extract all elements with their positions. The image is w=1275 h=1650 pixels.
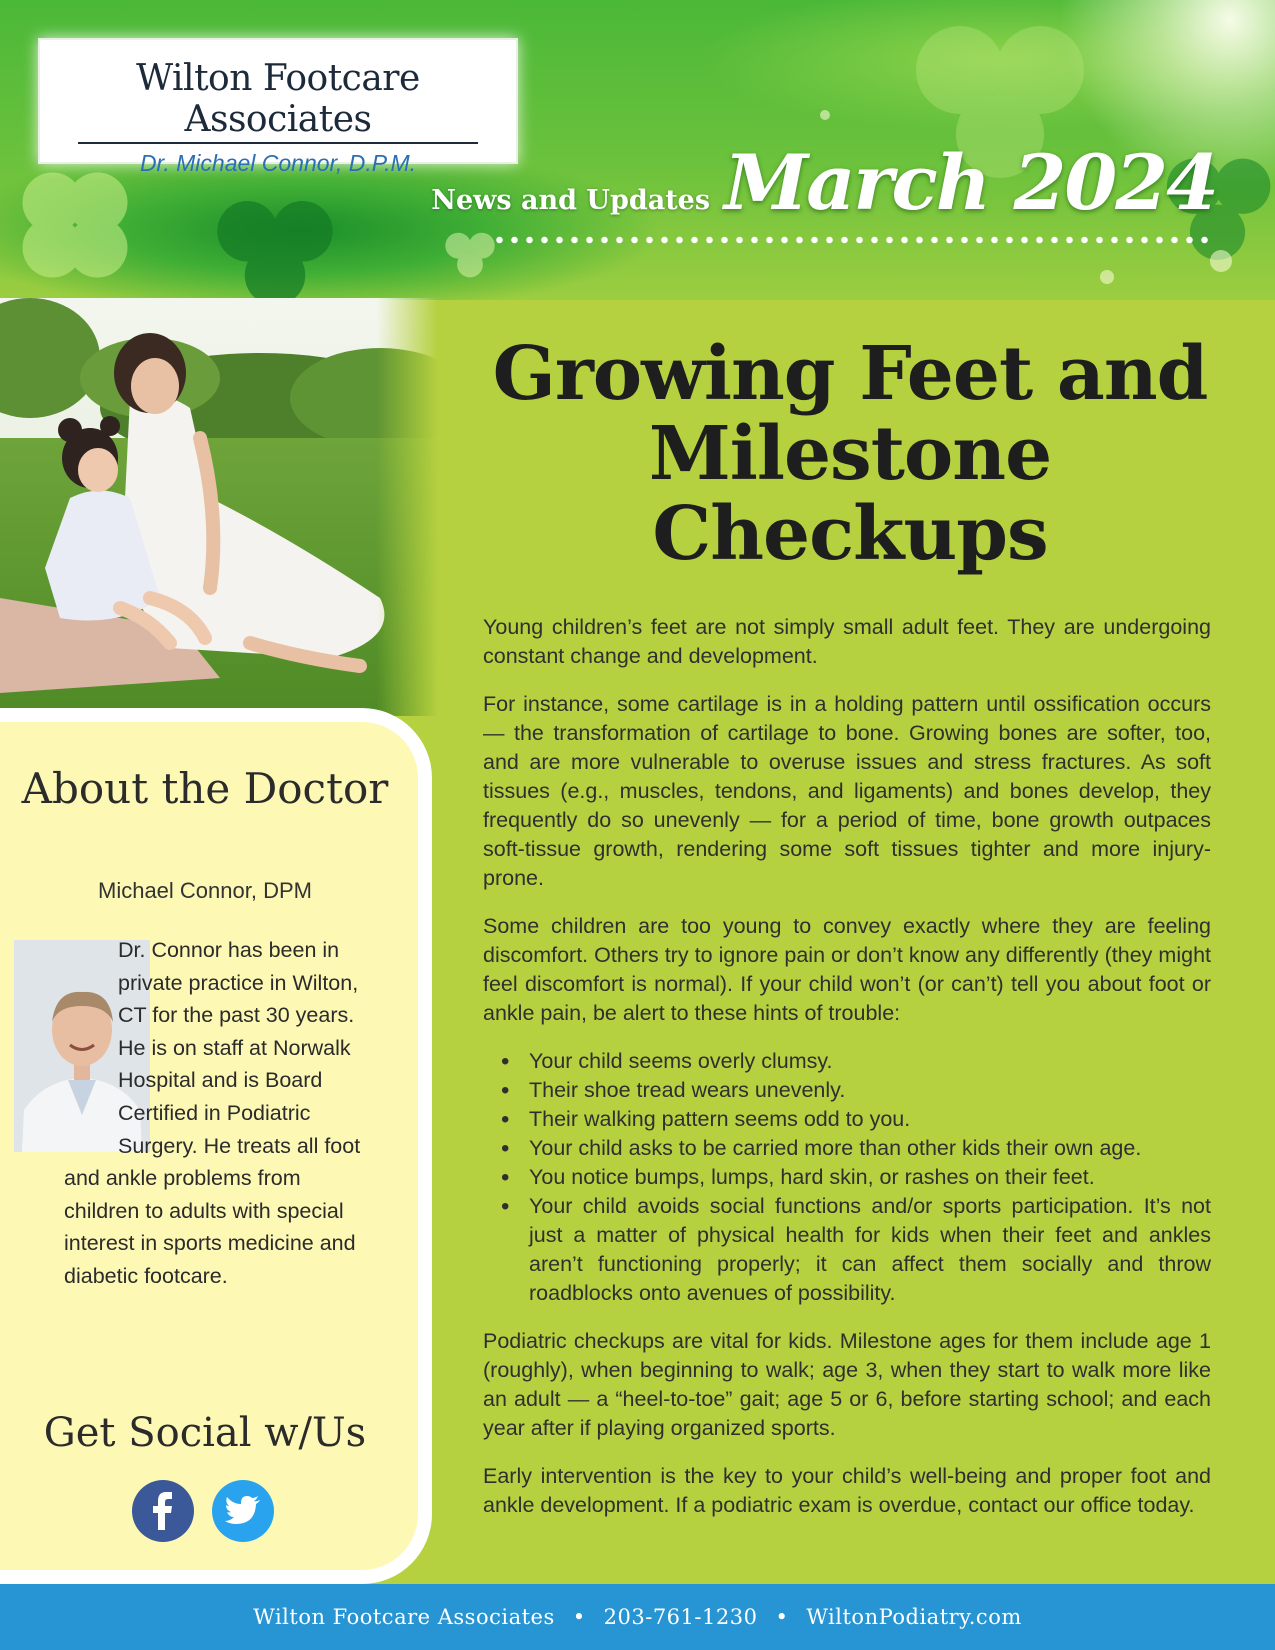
- article-headline: Growing Feet and Milestone Checkups: [492, 331, 1208, 577]
- paragraph: Young children’s feet are not simply small adult feet. They are undergoing constant change and development.: [483, 615, 1211, 668]
- issue-date: March 2024: [724, 138, 1217, 227]
- list-item: • Their walking pattern seems odd to you.: [483, 1105, 1211, 1134]
- list-item: • Their shoe tread wears unevenly.: [483, 1076, 1211, 1105]
- mother-child-photo: [0, 298, 438, 716]
- footer-separator: •: [572, 1605, 586, 1629]
- article-body: [483, 613, 1211, 1539]
- paragraph: For instance, some cartilage is in a holding pattern until ossification occurs — the transformation of cartilage to bone. Growing bones are softer, too, and are more vulnerable to overuse issues and stress fractures. As soft tissues (e.g., muscles, tendons, and ligaments) and bones develop, they frequently do so unevenly — for a period of time, bone growth outpaces soft-tissue growth, rendering some soft tissues tighter and more injury-prone.: [483, 692, 1211, 890]
- logo-subtitle: Dr. Michael Connor, D.P.M.: [139, 150, 417, 176]
- logo-rule: [78, 142, 478, 144]
- footer-separator: •: [775, 1605, 789, 1629]
- paragraph: Some children are too young to convey exactly where they are feeling discomfort. Others try to ignore pain or don’t know any differently (they might feel discomfort is normal). If your child won’t (or can’t) tell you about foot or ankle pain, be alert to these hints of trouble:: [483, 914, 1211, 1025]
- bokeh-light: [820, 110, 830, 120]
- warning-signs-list: [483, 1047, 1211, 1308]
- issue-heading: [431, 138, 1217, 227]
- footer-website-link[interactable]: WiltonPodiatry.com: [806, 1605, 1022, 1629]
- list-item: • You notice bumps, lumps, hard skin, or rashes on their feet.: [483, 1163, 1211, 1192]
- doctor-name: Michael Connor, DPM: [98, 878, 312, 903]
- list-item: • Your child asks to be carried more than other kids their own age.: [483, 1134, 1211, 1163]
- list-item: • Your child seems overly clumsy.: [483, 1047, 1211, 1076]
- logo-title: Wilton Footcare Associates: [136, 58, 420, 140]
- dotted-divider: [492, 236, 1208, 244]
- bokeh-light: [1210, 250, 1232, 272]
- paragraph: Early intervention is the key to your child’s well-being and proper foot and ankle development. If a podiatric exam is overdue, contact our office today.: [483, 1464, 1211, 1517]
- about-title: About the Doctor: [21, 764, 389, 813]
- contact-footer: [0, 1584, 1275, 1650]
- bio-text: Dr. Connor has been in private practice in Wilton, CT for the past 30 years. He is on staff at Norwalk Hospital and is Board Certified in Podiatric Surgery. He treats all foot and ankle problems from children to adults with special interest in sports medicine and diabetic footcare.: [64, 938, 361, 1288]
- bio-photo-spacer: [14, 934, 118, 1150]
- clover-decoration-icon: [200, 190, 350, 300]
- clover-decoration-icon: [440, 228, 500, 278]
- doctor-bio: [64, 934, 374, 1293]
- footer-practice-name: Wilton Footcare Associates: [253, 1605, 555, 1629]
- issue-label: News and Updates: [431, 185, 711, 216]
- paragraph: Podiatric checkups are vital for kids. Milestone ages for them include age 1 (roughly), when beginning to walk; age 3, when they start to walk more like an adult — a “heel-to-toe” gait; age 5 or 6, before starting school; and each year after if playing organized sports.: [483, 1329, 1211, 1440]
- about-doctor-panel: [0, 708, 432, 1584]
- bokeh-light: [1100, 270, 1114, 284]
- social-title: Get Social w/Us: [43, 1410, 367, 1456]
- list-item: • Your child avoids social functions and/or sports participation. It’s not just a matter of physical health for kids when their feet and ankles aren’t functioning properly; it can affect them socially and throw roadblocks onto avenues of possibility.: [483, 1192, 1211, 1308]
- twitter-icon[interactable]: [212, 1480, 274, 1542]
- header-banner: [0, 0, 1275, 300]
- footer-phone-link[interactable]: 203-761-1230: [603, 1605, 758, 1629]
- facebook-icon[interactable]: [132, 1480, 194, 1542]
